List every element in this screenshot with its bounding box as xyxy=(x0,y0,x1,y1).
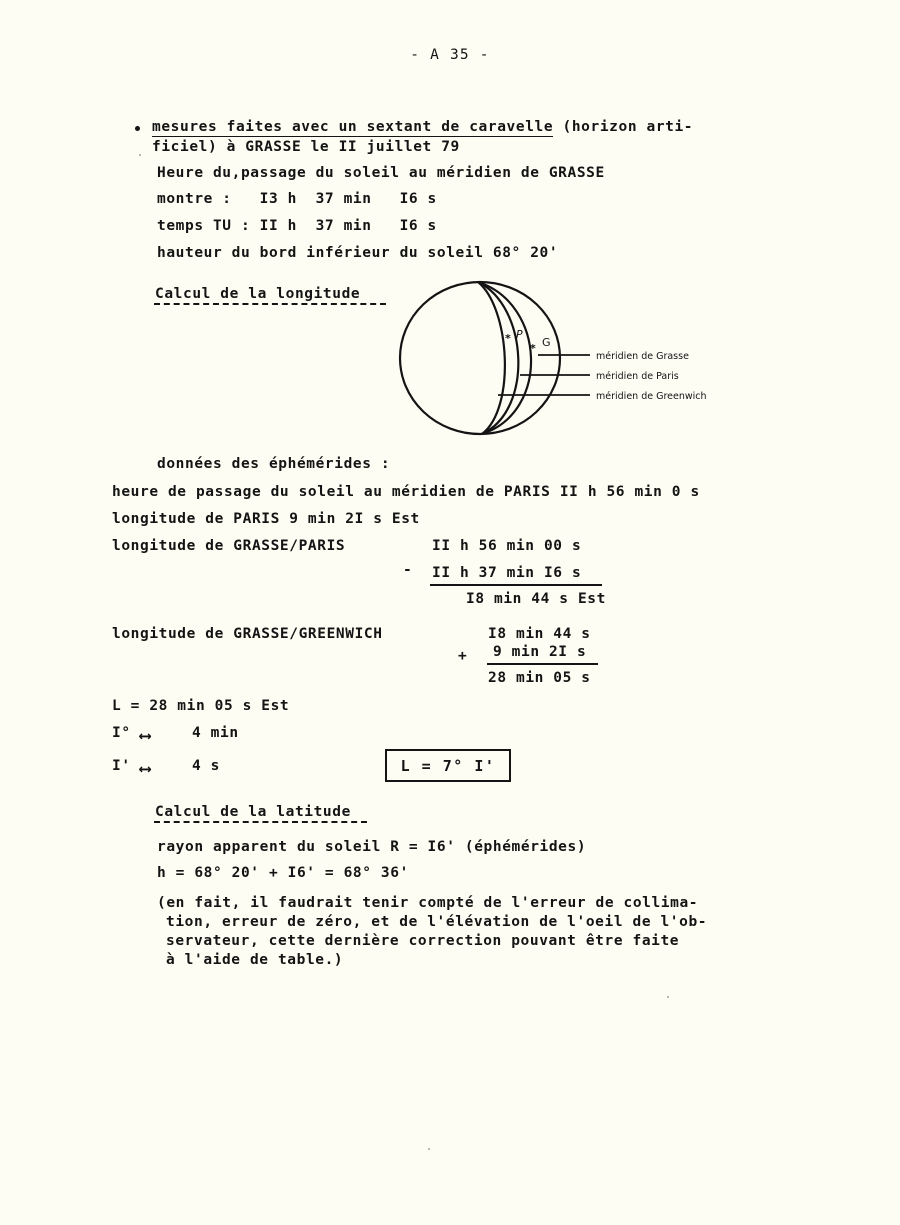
sub-block-result: I8 min 44 s Est xyxy=(466,591,606,607)
intro-bullet-rest-text: (horizon arti- xyxy=(553,119,694,135)
point-label-p: P xyxy=(516,328,523,341)
legend-label-grasse: méridien de Grasse xyxy=(596,351,689,362)
intro-montre-line: montre : I3 h 37 min I6 s xyxy=(157,191,437,207)
latitude-note-line2: tion, erreur de zéro, et de l'élévation de l'oeil de l'ob- xyxy=(166,914,708,930)
globe-outline xyxy=(400,282,560,434)
point-marker-p-icon: * xyxy=(505,332,511,345)
longitude-total-line: L = 28 min 05 s Est xyxy=(112,698,290,714)
legend-label-paris: méridien de Paris xyxy=(596,371,679,382)
intro-heure-line: Heure du,passage du soleil au méridien de GRASSE xyxy=(157,165,605,181)
page-number-header: - A 35 - xyxy=(410,47,490,63)
conversion-minute-arrow-icon: ⟷ xyxy=(140,759,151,779)
intro-hauteur-line: hauteur du bord inférieur du soleil 68° 20' xyxy=(157,245,559,261)
longitude-heading-rule xyxy=(154,303,386,305)
add-block-label: longitude de GRASSE/GREENWICH xyxy=(112,626,383,642)
add-block-rule xyxy=(487,663,598,665)
point-label-g: G xyxy=(542,336,551,349)
intro-temps-tu-line: temps TU : II h 37 min I6 s xyxy=(157,218,437,234)
sub-block-operand1: II h 56 min 00 s xyxy=(432,538,582,554)
legend-label-greenwich: méridien de Greenwich xyxy=(596,391,707,402)
scan-speck xyxy=(667,996,669,998)
sub-block-label: longitude de GRASSE/PARIS xyxy=(112,538,346,554)
bullet-marker-icon xyxy=(135,126,140,131)
ephemerides-label: données des éphémérides : xyxy=(157,456,391,472)
scan-speck xyxy=(139,154,141,156)
latitude-heading-rule xyxy=(154,821,367,823)
sub-block-operator: - xyxy=(403,562,413,578)
passage-paris-line: heure de passage du soleil au méridien de PARIS II h 56 min 0 s xyxy=(112,484,700,500)
intro-bullet-line1 xyxy=(152,120,693,135)
add-block-result: 28 min 05 s xyxy=(488,670,591,686)
diagram-svg xyxy=(390,280,790,460)
latitude-note-line3: servateur, cette dernière correction pouvant être faite xyxy=(166,933,680,949)
longitude-heading: Calcul de la longitude xyxy=(155,286,361,302)
meridian-arc-greenwich xyxy=(478,282,505,434)
conversion-degree-arrow-icon: ⟷ xyxy=(140,726,151,746)
latitude-note-line4: à l'aide de table.) xyxy=(166,952,344,968)
latitude-rayon-line: rayon apparent du soleil R = I6' (éphémérides) xyxy=(157,839,587,855)
conversion-minute-label: I' xyxy=(112,758,131,774)
conversion-degree-label: I° xyxy=(112,725,131,741)
latitude-note-line1: (en fait, il faudrait tenir compté de l'erreur de collima- xyxy=(157,895,699,911)
point-marker-g-icon: * xyxy=(530,342,536,355)
intro-bullet-line2: ficiel) à GRASSE le II juillet 79 xyxy=(152,139,460,155)
add-block-operand2: 9 min 2I s xyxy=(493,644,587,660)
add-block-operator: + xyxy=(458,648,468,664)
latitude-hauteur-line: h = 68° 20' + I6' = 68° 36' xyxy=(157,865,409,881)
latitude-heading: Calcul de la latitude xyxy=(155,804,351,820)
scan-speck xyxy=(428,1148,430,1150)
conversion-degree-value: 4 min xyxy=(192,725,239,741)
sub-block-rule xyxy=(430,584,602,586)
conversion-minute-value: 4 s xyxy=(192,758,220,774)
sub-block-operand2: II h 37 min I6 s xyxy=(432,565,582,581)
earth-meridians-diagram xyxy=(390,280,790,460)
longitude-result-box: L = 7° I' xyxy=(385,749,511,782)
add-block-operand1: I8 min 44 s xyxy=(488,626,591,642)
intro-bullet-underlined-text: mesures faites avec un sextant de caravelle xyxy=(152,119,554,135)
longitude-paris-line: longitude de PARIS 9 min 2I s Est xyxy=(112,511,420,527)
